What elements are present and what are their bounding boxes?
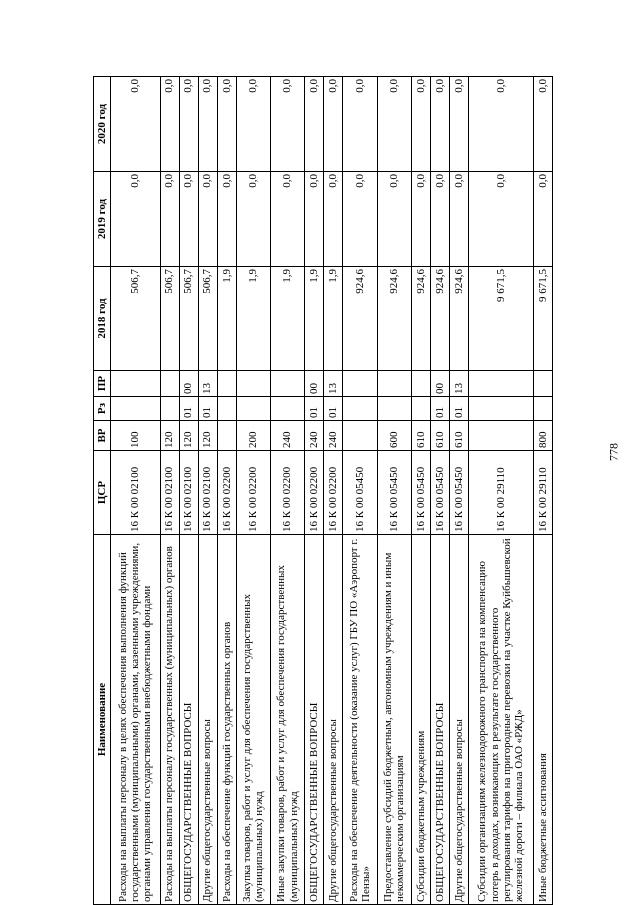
cell-2018: 1,9 <box>236 267 270 371</box>
cell-rz: 01 <box>305 397 324 421</box>
cell-vr: 800 <box>533 421 552 451</box>
cell-2019: 0,0 <box>198 172 217 267</box>
cell-2020: 0,0 <box>343 77 377 172</box>
cell-name: Расходы на обеспечение функций государственных органов <box>217 535 236 905</box>
cell-csr: 16 К 00 02100 <box>198 451 217 535</box>
cell-csr: 16 К 00 05450 <box>430 451 449 535</box>
table-row <box>430 77 449 905</box>
cell-2020: 0,0 <box>533 77 552 172</box>
cell-vr <box>343 421 377 451</box>
cell-2019: 0,0 <box>449 172 468 267</box>
cell-2018: 924,6 <box>411 267 430 371</box>
cell-name: Иные закупки товаров, работ и услуг для обеспечения государственных (муниципальных) нужд <box>270 535 304 905</box>
cell-2020: 0,0 <box>324 77 343 172</box>
table-row <box>217 77 236 905</box>
cell-2019: 0,0 <box>270 172 304 267</box>
cell-rz <box>343 397 377 421</box>
cell-csr: 16 К 00 29110 <box>533 451 552 535</box>
cell-rz <box>236 397 270 421</box>
cell-rz: 01 <box>198 397 217 421</box>
cell-pr <box>111 371 161 397</box>
cell-csr: 16 К 00 02200 <box>236 451 270 535</box>
cell-name: Другие общегосударственные вопросы <box>198 535 217 905</box>
cell-rz <box>270 397 304 421</box>
cell-2019: 0,0 <box>236 172 270 267</box>
cell-pr <box>533 371 552 397</box>
cell-2019: 0,0 <box>343 172 377 267</box>
cell-2020: 0,0 <box>430 77 449 172</box>
cell-2020: 0,0 <box>377 77 411 172</box>
cell-name: Другие общегосударственные вопросы <box>324 535 343 905</box>
cell-2019: 0,0 <box>377 172 411 267</box>
cell-2019: 0,0 <box>430 172 449 267</box>
cell-2020: 0,0 <box>160 77 179 172</box>
cell-name: Расходы на обеспечение деятельности (оказание услуг) ГБУ ПО «Аэропорт г. Пензы» <box>343 535 377 905</box>
cell-2020: 0,0 <box>111 77 161 172</box>
cell-pr: 13 <box>449 371 468 397</box>
cell-2019: 0,0 <box>468 172 533 267</box>
cell-pr <box>411 371 430 397</box>
cell-csr: 16 К 00 02200 <box>324 451 343 535</box>
cell-2019: 0,0 <box>324 172 343 267</box>
table-row <box>236 77 270 905</box>
cell-csr: 16 К 00 02200 <box>305 451 324 535</box>
cell-2020: 0,0 <box>468 77 533 172</box>
cell-rz: 01 <box>449 397 468 421</box>
cell-rz <box>411 397 430 421</box>
cell-vr: 120 <box>179 421 198 451</box>
table-row <box>468 77 533 905</box>
cell-vr: 120 <box>198 421 217 451</box>
cell-csr: 16 К 00 02200 <box>217 451 236 535</box>
cell-rz: 01 <box>324 397 343 421</box>
cell-vr: 240 <box>324 421 343 451</box>
cell-2018: 924,6 <box>343 267 377 371</box>
cell-2018: 506,7 <box>160 267 179 371</box>
budget-table <box>93 76 553 905</box>
cell-2019: 0,0 <box>179 172 198 267</box>
cell-csr: 16 К 00 05450 <box>377 451 411 535</box>
cell-csr: 16 К 00 02200 <box>270 451 304 535</box>
table-row <box>198 77 217 905</box>
cell-2019: 0,0 <box>533 172 552 267</box>
cell-pr: 00 <box>305 371 324 397</box>
cell-pr: 00 <box>179 371 198 397</box>
cell-2018: 1,9 <box>270 267 304 371</box>
table-row <box>449 77 468 905</box>
cell-2020: 0,0 <box>217 77 236 172</box>
cell-2018: 506,7 <box>179 267 198 371</box>
cell-pr <box>270 371 304 397</box>
cell-csr: 16 К 00 02100 <box>160 451 179 535</box>
cell-pr <box>160 371 179 397</box>
cell-pr <box>468 371 533 397</box>
cell-2018: 9 671,5 <box>533 267 552 371</box>
cell-2018: 1,9 <box>324 267 343 371</box>
table-row <box>305 77 324 905</box>
cell-pr: 00 <box>430 371 449 397</box>
cell-name: Предоставление субсидий бюджетным, автономным учреждениям и иным некоммерческим организациям <box>377 535 411 905</box>
cell-rz <box>111 397 161 421</box>
header-rz: Рз <box>94 397 111 421</box>
cell-vr: 120 <box>160 421 179 451</box>
cell-2019: 0,0 <box>111 172 161 267</box>
cell-vr: 600 <box>377 421 411 451</box>
cell-2020: 0,0 <box>449 77 468 172</box>
page-number: 778 <box>606 443 621 461</box>
cell-rz <box>217 397 236 421</box>
header-2019: 2019 год <box>94 172 111 267</box>
cell-csr: 16 К 00 02100 <box>179 451 198 535</box>
cell-2019: 0,0 <box>217 172 236 267</box>
cell-2018: 506,7 <box>198 267 217 371</box>
cell-2018: 924,6 <box>377 267 411 371</box>
cell-csr: 16 К 00 05450 <box>343 451 377 535</box>
cell-2018: 506,7 <box>111 267 161 371</box>
cell-csr: 16 К 00 05450 <box>449 451 468 535</box>
table-row <box>533 77 552 905</box>
cell-2019: 0,0 <box>411 172 430 267</box>
cell-rz <box>533 397 552 421</box>
cell-2019: 0,0 <box>305 172 324 267</box>
cell-name: ОБЩЕГОСУДАРСТВЕННЫЕ ВОПРОСЫ <box>430 535 449 905</box>
table-row <box>270 77 304 905</box>
cell-name: Закупка товаров, работ и услуг для обеспечения государственных (муниципальных) нужд <box>236 535 270 905</box>
cell-vr: 610 <box>411 421 430 451</box>
cell-vr: 240 <box>305 421 324 451</box>
cell-name: Расходы на выплаты персоналу в целях обеспечения выполнения функций государственными (муниципальными) органами, казенными учреждениями, органами управления государственными внебюджетными фондами <box>111 535 161 905</box>
cell-name: Другие общегосударственные вопросы <box>449 535 468 905</box>
header-name: Наименование <box>94 535 111 905</box>
cell-2020: 0,0 <box>236 77 270 172</box>
cell-2018: 924,6 <box>430 267 449 371</box>
cell-2020: 0,0 <box>270 77 304 172</box>
cell-2020: 0,0 <box>411 77 430 172</box>
table-header-row <box>94 77 111 905</box>
table-row <box>343 77 377 905</box>
cell-vr: 610 <box>430 421 449 451</box>
cell-name: Субсидии бюджетным учреждениям <box>411 535 430 905</box>
cell-name: Субсидии организациям железнодорожного транспорта на компенсацию потерь в доходах, возникающих в результате государственного регулирования тарифов на пригородные перевозки на участке Куйбышевской железной дороги – филиала ОАО «РЖД» <box>468 535 533 905</box>
cell-2018: 9 671,5 <box>468 267 533 371</box>
table-row <box>160 77 179 905</box>
cell-pr <box>217 371 236 397</box>
cell-vr <box>217 421 236 451</box>
header-csr: ЦСР <box>94 451 111 535</box>
table-row <box>324 77 343 905</box>
cell-2019: 0,0 <box>160 172 179 267</box>
cell-csr: 16 К 00 05450 <box>411 451 430 535</box>
cell-2018: 1,9 <box>217 267 236 371</box>
table-row <box>411 77 430 905</box>
cell-name: ОБЩЕГОСУДАРСТВЕННЫЕ ВОПРОСЫ <box>179 535 198 905</box>
cell-rz <box>377 397 411 421</box>
cell-name: Расходы на выплаты персоналу государственных (муниципальных) органов <box>160 535 179 905</box>
cell-pr <box>343 371 377 397</box>
cell-pr: 13 <box>324 371 343 397</box>
table-row <box>377 77 411 905</box>
cell-vr: 100 <box>111 421 161 451</box>
cell-rz <box>160 397 179 421</box>
header-2020: 2020 год <box>94 77 111 172</box>
cell-rz <box>468 397 533 421</box>
cell-2020: 0,0 <box>305 77 324 172</box>
cell-2020: 0,0 <box>198 77 217 172</box>
cell-vr: 240 <box>270 421 304 451</box>
cell-name: Иные бюджетные ассигнования <box>533 535 552 905</box>
rotated-table-wrapper <box>93 77 553 905</box>
cell-pr <box>236 371 270 397</box>
cell-2018: 924,6 <box>449 267 468 371</box>
cell-name: ОБЩЕГОСУДАРСТВЕННЫЕ ВОПРОСЫ <box>305 535 324 905</box>
cell-vr: 610 <box>449 421 468 451</box>
cell-vr: 200 <box>236 421 270 451</box>
cell-2020: 0,0 <box>179 77 198 172</box>
header-pr: ПР <box>94 371 111 397</box>
cell-vr <box>468 421 533 451</box>
table-row <box>179 77 198 905</box>
cell-2018: 1,9 <box>305 267 324 371</box>
cell-rz: 01 <box>179 397 198 421</box>
cell-csr: 16 К 00 29110 <box>468 451 533 535</box>
header-vr: ВР <box>94 421 111 451</box>
header-2018: 2018 год <box>94 267 111 371</box>
cell-rz: 01 <box>430 397 449 421</box>
cell-pr <box>377 371 411 397</box>
cell-pr: 13 <box>198 371 217 397</box>
cell-csr: 16 К 00 02100 <box>111 451 161 535</box>
table-row <box>111 77 161 905</box>
